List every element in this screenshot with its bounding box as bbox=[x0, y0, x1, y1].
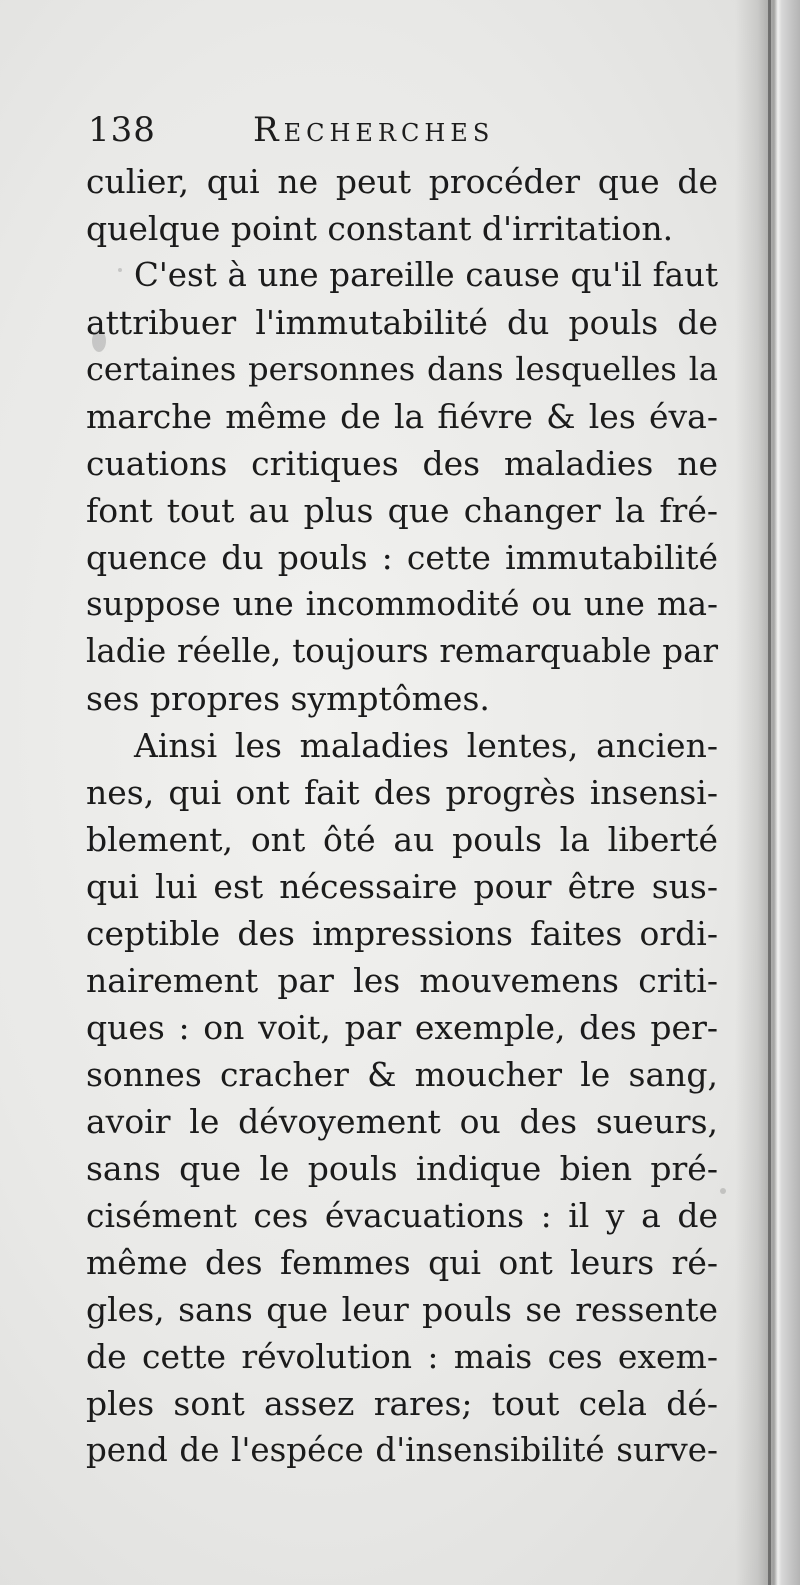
text-line: suppose une incommodité ou une ma- bbox=[86, 585, 718, 623]
text-line: même des femmes qui ont leurs ré- bbox=[86, 1243, 718, 1282]
page-header bbox=[88, 110, 728, 158]
text-line: marche même de la fiévre & les éva- bbox=[86, 397, 718, 436]
text-line: quelque point constant d'irritation. bbox=[86, 209, 674, 248]
text-line: de cette révolution : mais ces exem- bbox=[86, 1337, 718, 1376]
text-line: ques : on voit, par exemple, des per- bbox=[86, 1008, 718, 1047]
text-line: culier, qui ne peut procéder que de bbox=[86, 162, 718, 201]
text-line: ceptible des impressions faites ordi- bbox=[86, 914, 718, 953]
text-line: font tout au plus que changer la fré- bbox=[86, 491, 718, 530]
page-edge bbox=[768, 0, 771, 1585]
text-line: quence du pouls : cette immutabilité bbox=[86, 538, 718, 577]
text-line: ses propres symptômes. bbox=[86, 679, 490, 718]
text-line: qui lui est nécessaire pour être sus- bbox=[86, 867, 718, 906]
text-line: ples sont assez rares; tout cela dé- bbox=[86, 1384, 718, 1423]
text-line: sans que le pouls indique bien pré- bbox=[86, 1149, 718, 1188]
body-text bbox=[86, 158, 718, 1474]
text-line: cisément ces évacuations : il y a de bbox=[86, 1196, 718, 1235]
text-line: gles, sans que leur pouls se ressente bbox=[86, 1290, 718, 1329]
text-line: C'est à une pareille cause qu'il faut bbox=[134, 256, 718, 294]
text-line: avoir le dévoyement ou des sueurs, bbox=[86, 1102, 718, 1141]
text-line: nes, qui ont fait des progrès insensi- bbox=[86, 773, 718, 812]
text-line: nairement par les mouvemens criti- bbox=[86, 961, 718, 1000]
text-line: certaines personnes dans lesquelles la bbox=[86, 350, 718, 388]
text-line: blement, ont ôté au pouls la liberté bbox=[86, 820, 718, 859]
text-line: cuations critiques des maladies ne bbox=[86, 444, 718, 483]
text-line: sonnes cracher & moucher le sang, bbox=[86, 1055, 718, 1094]
paper-speck bbox=[720, 1188, 726, 1194]
text-line: attribuer l'immutabilité du pouls de bbox=[86, 303, 718, 342]
page-number: 138 bbox=[88, 110, 156, 150]
text-line: ladie réelle, toujours remarquable par bbox=[86, 632, 718, 670]
text-line: Ainsi les maladies lentes, ancien- bbox=[134, 726, 718, 765]
text-line: pend de l'espéce d'insensibilité surve- bbox=[86, 1431, 718, 1469]
running-head: Recherches bbox=[253, 110, 495, 150]
